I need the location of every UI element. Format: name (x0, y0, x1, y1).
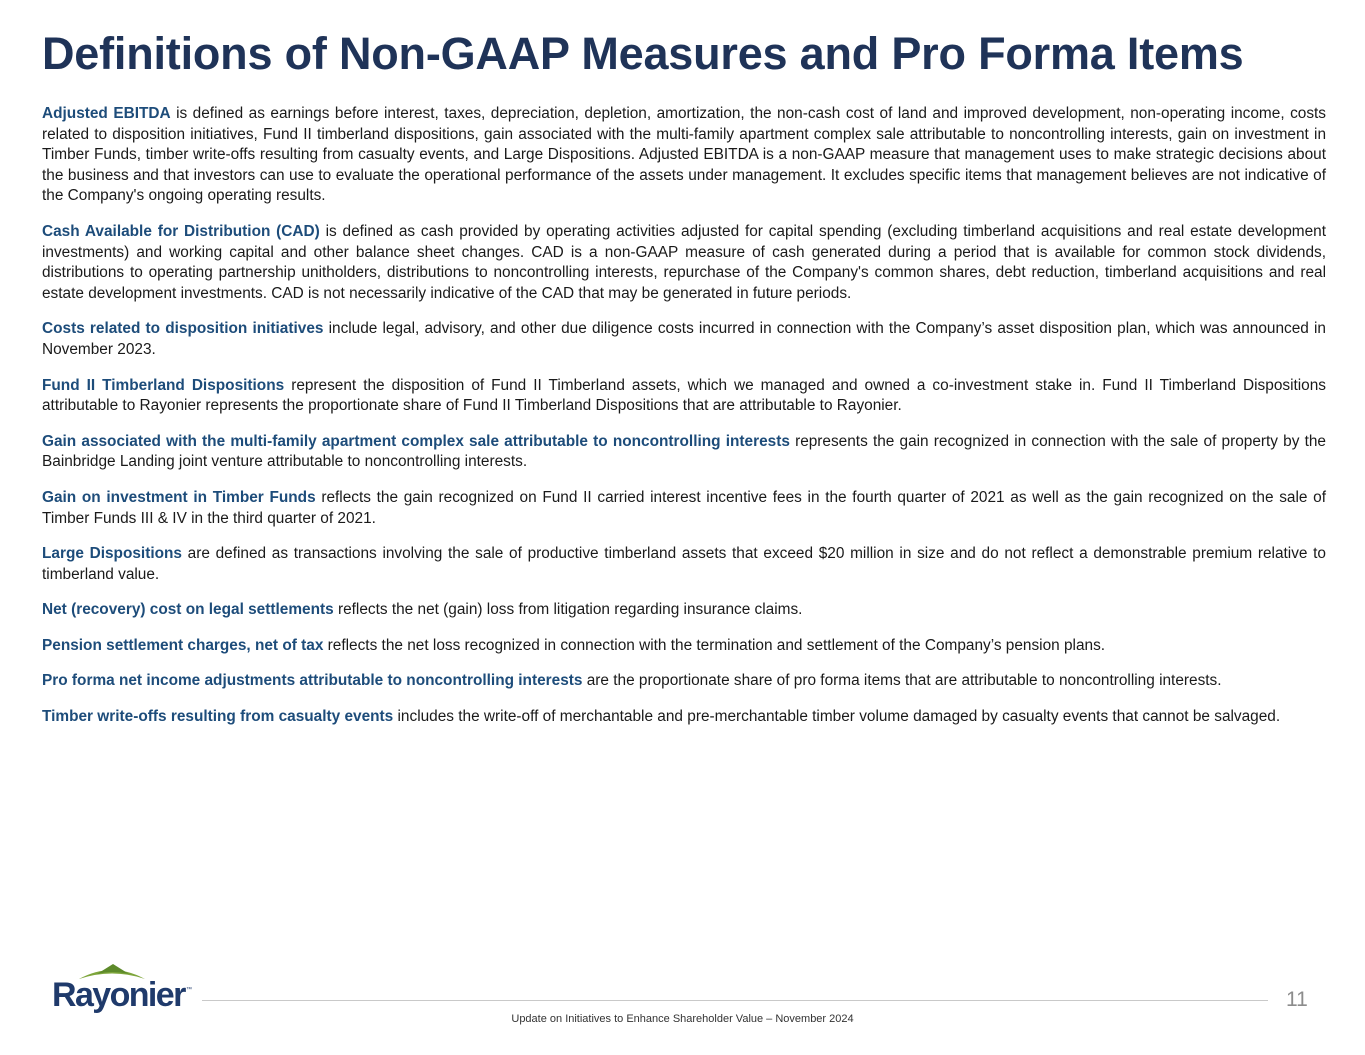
logo-trademark: ™ (186, 987, 192, 993)
definition-text: include legal, advisory, and other due diligence costs incurred in connection with the Company’s asset disposition plan, which was announced in November 2023. (42, 320, 1326, 358)
logo-wordmark: Rayonier (52, 976, 185, 1014)
definition-term: Pro forma net income adjustments attributable to noncontrolling interests (42, 672, 583, 690)
definition-multi-family-gain (42, 432, 1326, 473)
definition-text: are defined as transactions involving the sale of productive timberland assets that exceed $20 million in size and do not reflect a demonstrable premium relative to timberland value. (42, 545, 1326, 583)
definition-cad (42, 222, 1326, 304)
definition-term: Gain associated with the multi-family apartment complex sale attributable to noncontrolling interests (42, 432, 790, 450)
footer-caption: Update on Initiatives to Enhance Shareholder Value – November 2024 (511, 1013, 854, 1025)
definition-adjusted-ebitda (42, 104, 1326, 207)
definition-text: are the proportionate share of pro forma items that are attributable to noncontrolling interests. (586, 672, 1222, 690)
definition-text: is defined as earnings before interest, taxes, depreciation, depletion, amortization, the non-cash cost of land and improved development, non-operating income, costs related to disposition initiatives, Fund II timberland dispositions, gain associated with the multi-family apartment complex sale attributable to noncontrolling interests, gain on investment in Timber Funds, timber write-offs resulting from casualty events, and Large Dispositions. Adjusted EBITDA is a non-GAAP measure that management uses to make strategic decisions about the business and that investors can use to evaluate the operational performance of the assets under management. It excludes specific items that management believes are not indicative of the Company's ongoing operating results. (42, 105, 1326, 205)
definition-timber-funds-gain (42, 488, 1326, 529)
footer-divider (202, 1000, 1268, 1001)
definition-text: represent the disposition of Fund II Timberland assets, which we managed and owned a co-investment stake in. Fund II Timberland Dispositions attributable to Rayonier represents the proportionate share of Fund II Timberland Dispositions that are attributable to Rayonier. (42, 376, 1327, 415)
definition-fund-ii-dispositions (42, 376, 1326, 417)
definition-text: reflects the gain recognized on Fund II carried interest incentive fees in the fourth quarter of 2021 as well as the gain recognized on the sale of Timber Funds III & IV in the third quarter of 2021. (42, 488, 1326, 527)
definition-term: Timber write-offs resulting from casualty events (42, 708, 394, 726)
definition-term: Costs related to disposition initiatives (42, 320, 324, 338)
rayonier-logo (52, 962, 194, 1020)
definition-pension-settlement (42, 636, 1326, 657)
definition-text: includes the write-off of merchantable and pre-merchantable timber volume damaged by casualty events that cannot be salvaged. (397, 708, 1281, 726)
definition-large-dispositions (42, 544, 1326, 585)
page-number: 11 (1286, 988, 1308, 1011)
definition-term: Net (recovery) cost on legal settlements (42, 601, 334, 619)
definitions-list (42, 104, 1326, 743)
definition-term: Large Dispositions (42, 545, 182, 563)
definition-term: Pension settlement charges, net of tax (42, 636, 324, 654)
definition-text: is defined as cash provided by operating activities adjusted for capital spending (excluding timberland acquisitions and real estate development investments) and working capital and other balance sheet changes. CAD is a non-GAAP measure of cash generated during a period that is available for common stock dividends, distributions to operating partnership unitholders, distributions to noncontrolling interests, repurchase of the Company's common shares, debt reduction, timberland acquisitions and real estate development investments. CAD is not necessarily indicative of the CAD that may be generated in future periods. (42, 222, 1326, 302)
definition-text: reflects the net (gain) loss from litigation regarding insurance claims. (337, 601, 803, 619)
page-title: Definitions of Non-GAAP Measures and Pro Forma Items (42, 28, 1244, 79)
definition-timber-write-offs (42, 707, 1326, 728)
definition-legal-settlements (42, 600, 1326, 621)
definition-term: Adjusted EBITDA (42, 105, 171, 122)
definition-term: Cash Available for Distribution (CAD) (42, 222, 320, 240)
definition-text: represents the gain recognized in connection with the sale of property by the Bainbridge Landing joint venture attributable to noncontrolling interests. (42, 432, 1326, 471)
definition-pro-forma-adjustments (42, 671, 1326, 692)
definition-term: Gain on investment in Timber Funds (42, 488, 316, 506)
definition-text: reflects the net loss recognized in connection with the termination and settlement of the Company’s pension plans. (327, 636, 1106, 654)
definition-term: Fund II Timberland Dispositions (42, 376, 285, 394)
definition-disposition-costs (42, 319, 1326, 360)
